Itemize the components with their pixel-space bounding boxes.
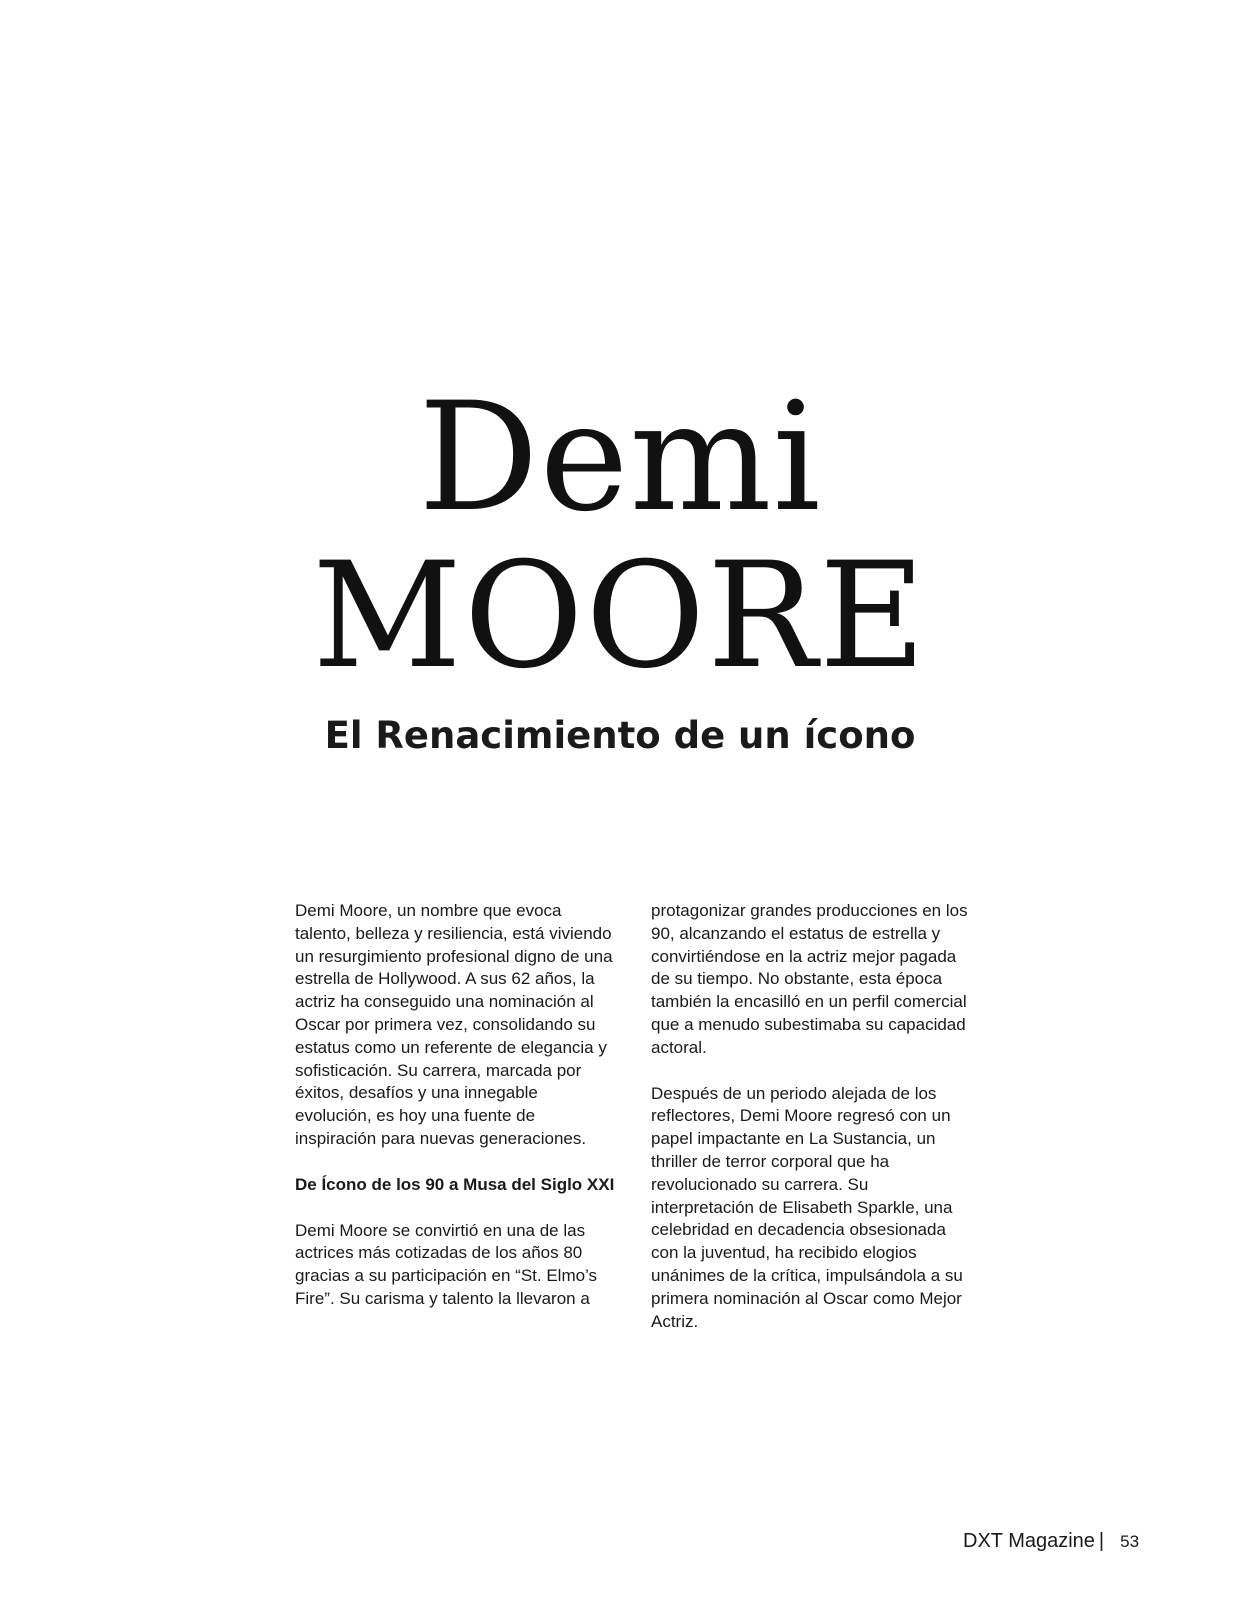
page-number: 53 [1120,1532,1140,1551]
magazine-name: DXT Magazine [963,1530,1095,1552]
section-heading: De Ícono de los 90 a Musa del Siglo XXI [295,1174,615,1194]
intro-paragraph: Demi Moore, un nombre que evoca talento, belleza y resiliencia, está viviendo un resurgimiento profesional digno de una estrella de Hollywood. A sus 62 años, la actriz ha conseguido una nominación al Oscar por primera vez, consolidando su estatus como un referente de elegancia y sofisticación. Su carrera, marcada por éxitos, desafíos y una innegable evolución, es hoy una fuente de inspiración para nuevas generaciones. [295,901,613,1148]
article-title [0,371,1240,701]
footer-separator: | [1098,1530,1105,1552]
section-paragraph-start: Demi Moore se convirtió en una de las actrices más cotizadas de los años 80 gracias a su participación en “St. Elmo’s Fire”. Su carisma y talento la llevaron a [295,1220,598,1308]
left-column [295,900,615,1334]
title-first-name: Demi [418,371,822,545]
la-sustancia-paragraph: Después de un periodo alejada de los reflectores, Demi Moore regresó con un papel impactante en La Sustancia, un thriller de terror corporal que ha revolucionado su carrera. Su interpretación de Elisabeth Sparkle, una celebridad en decadencia obsesionada con la juventud, ha recibido elogios unánimes de la crítica, impulsándola a su primera nominación al Oscar como Mejor Actriz. [651,1083,963,1331]
section-paragraph-continued: protagonizar grandes producciones en los 90, alcanzando el estatus de estrella y convirtiéndose en la actriz mejor pagada de su tiempo. No obstante, esta época también la encasilló en un perfil comercial que a menudo subestimaba su capacidad actoral. [651,901,968,1057]
article-subtitle: El Renacimiento de un ícono [324,714,916,757]
title-last-name: MOORE [312,531,928,701]
page-footer [963,1528,1139,1555]
right-column [651,900,971,1356]
